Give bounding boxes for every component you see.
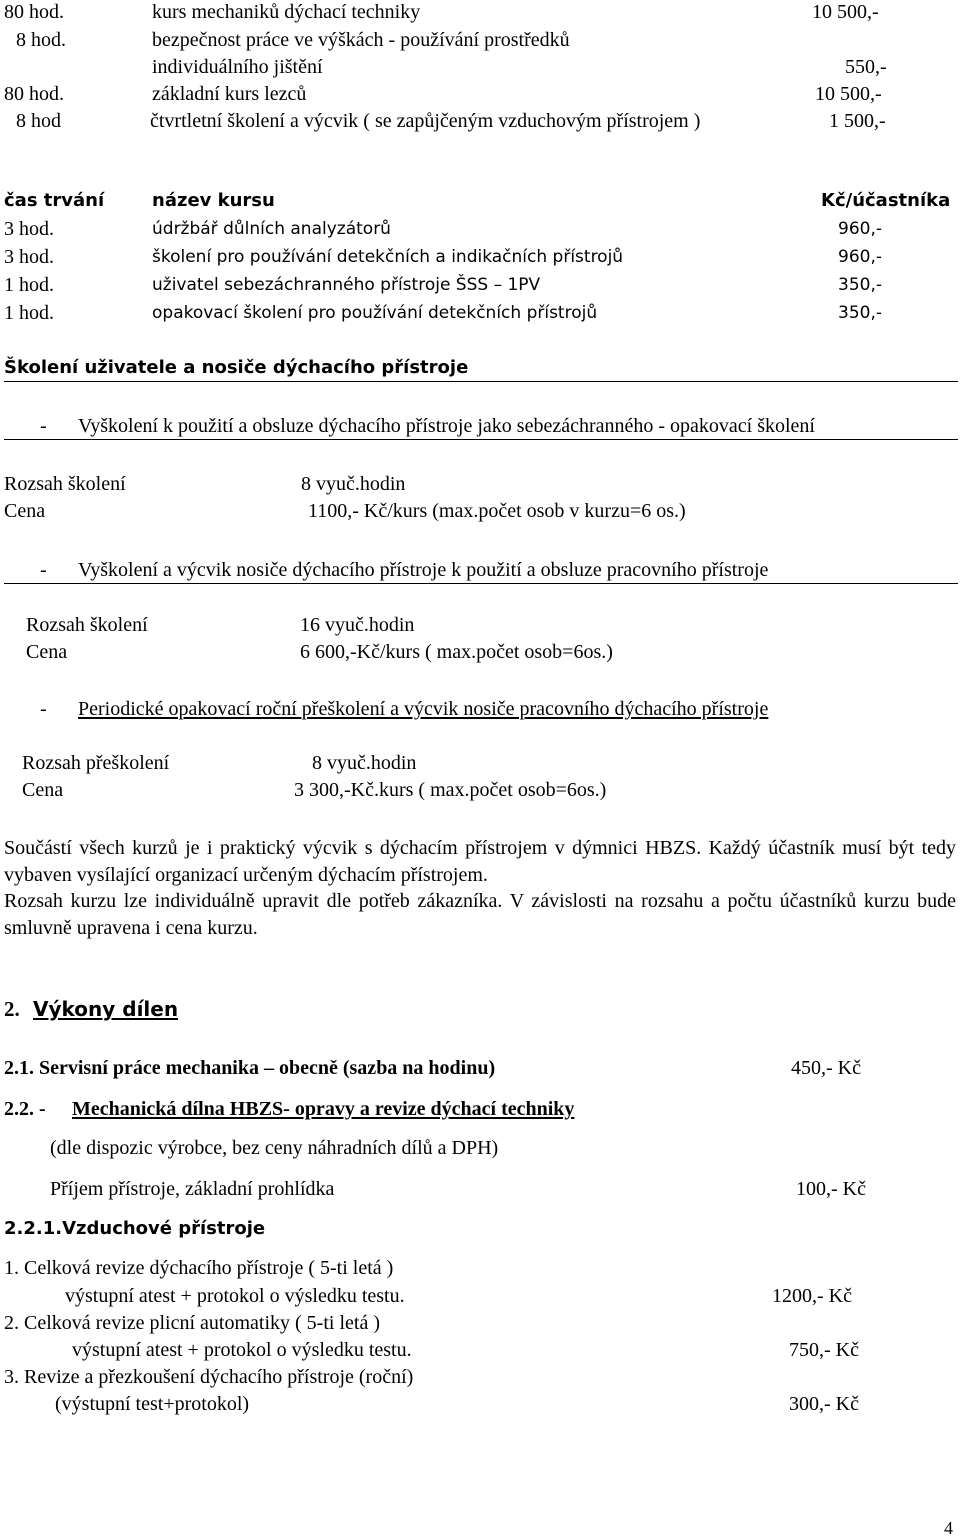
info-paragraph: Rozsah kurzu lze individuálně upravit dle potřeb zákazníka. V závislosti na rozsahu a počtu účastníků kurzu bude smluvně upravena i cena kurzu. bbox=[4, 890, 956, 939]
training-label: Cena bbox=[4, 500, 46, 522]
table-header-name: název kursu bbox=[152, 190, 275, 211]
training-label: Rozsah školení bbox=[4, 473, 126, 495]
table-row-price: 960,- bbox=[838, 219, 882, 239]
course-price: 550,- bbox=[845, 56, 887, 78]
table-row-time: 1 hod. bbox=[4, 302, 54, 324]
training-label: Rozsah školení bbox=[26, 614, 148, 636]
section2-title: Výkony dílen bbox=[33, 997, 179, 1021]
revision-item-detail: (výstupní test+protokol) bbox=[55, 1393, 250, 1415]
s22-receipt-price: 100,- Kč bbox=[796, 1178, 866, 1200]
course-name: kurs mechaniků dýchací techniky bbox=[152, 1, 421, 23]
revision-price: 1200,- Kč bbox=[772, 1285, 852, 1307]
info-paragraph: Součástí všech kurzů je i praktický výcvik s dýchacím přístrojem v dýmnici HBZS. Každý účastník musí být tedy vybaven vysílající organizací určeným dýchacím přístrojem. bbox=[4, 837, 956, 886]
table-row-name: uživatel sebezáchranného přístroje ŠSS – 1PV bbox=[152, 275, 541, 295]
item-underline bbox=[4, 439, 958, 440]
training-item-text: Vyškolení k použití a obsluze dýchacího přístroje jako sebezáchranného - opakovací školení bbox=[78, 415, 815, 437]
section2-number: 2. bbox=[4, 997, 20, 1021]
training-value: 16 vyuč.hodin bbox=[300, 614, 415, 636]
page-number: 4 bbox=[944, 1518, 953, 1538]
training-label: Rozsah přeškolení bbox=[22, 752, 170, 774]
training-item-text: Vyškolení a výcvik nosiče dýchacího přístroje k použití a obsluze pracovního přístroje bbox=[78, 559, 769, 581]
table-row-time: 3 hod. bbox=[4, 246, 54, 268]
list-dash: - bbox=[40, 698, 47, 720]
s22-receipt-text: Příjem přístroje, základní prohlídka bbox=[50, 1178, 335, 1200]
table-row-price: 960,- bbox=[838, 247, 882, 267]
list-dash: - bbox=[40, 559, 47, 581]
course-price: 1 500,- bbox=[829, 110, 886, 132]
table-row-price: 350,- bbox=[838, 275, 882, 295]
course-name-continued: individuálního jištění bbox=[152, 56, 323, 78]
training-label: Cena bbox=[26, 641, 68, 663]
course-time: 8 hod. bbox=[16, 29, 66, 51]
training-value: 1100,- Kč/kurs (max.počet osob v kurzu=6 os.) bbox=[308, 500, 686, 522]
s221-title: 2.2.1.Vzduchové přístroje bbox=[4, 1218, 266, 1239]
course-time: 80 hod. bbox=[4, 83, 64, 105]
s21-text: 2.1. Servisní práce mechanika – obecně (sazba na hodinu) bbox=[4, 1057, 496, 1079]
table-row-time: 3 hod. bbox=[4, 218, 54, 240]
training-item-text: Periodické opakovací roční přeškolení a výcvik nosiče pracovního dýchacího přístroje bbox=[78, 698, 769, 720]
s21-price: 450,- Kč bbox=[791, 1057, 861, 1079]
training-label: Cena bbox=[22, 779, 64, 801]
course-name: čtvrtletní školení a výcvik ( se zapůjčeným vzduchovým přístrojem ) bbox=[150, 110, 701, 132]
table-row-name: opakovací školení pro používání detekčních přístrojů bbox=[152, 303, 598, 323]
table-row-name: školení pro používání detekčních a indikačních přístrojů bbox=[152, 247, 624, 267]
training-value: 8 vyuč.hodin bbox=[301, 473, 406, 495]
revision-price: 750,- Kč bbox=[789, 1339, 859, 1361]
training-value: 8 vyuč.hodin bbox=[312, 752, 417, 774]
item-underline bbox=[4, 583, 958, 584]
revision-item: 1. Celková revize dýchacího přístroje ( 5-ti letá ) bbox=[4, 1257, 394, 1279]
course-name: základní kurs lezců bbox=[152, 83, 307, 105]
table-row-name: údržbář důlních analyzátorů bbox=[152, 219, 391, 239]
revision-price: 300,- Kč bbox=[789, 1393, 859, 1415]
s22-note: (dle dispozic výrobce, bez ceny náhradních dílů a DPH) bbox=[50, 1137, 499, 1159]
course-time: 80 hod. bbox=[4, 1, 64, 23]
training-value: 3 300,-Kč.kurs ( max.počet osob=6os.) bbox=[294, 779, 607, 801]
s22-title: Mechanická dílna HBZS- opravy a revize dýchací techniky bbox=[72, 1098, 575, 1120]
section-divider bbox=[4, 381, 958, 382]
s22-prefix: 2.2. - bbox=[4, 1098, 46, 1120]
course-time: 8 hod bbox=[16, 110, 61, 132]
table-header-time: čas trvání bbox=[4, 190, 105, 211]
training-value: 6 600,-Kč/kurs ( max.počet osob=6os.) bbox=[300, 641, 613, 663]
table-row-time: 1 hod. bbox=[4, 274, 54, 296]
revision-item-detail: výstupní atest + protokol o výsledku testu. bbox=[65, 1285, 405, 1307]
revision-item-detail: výstupní atest + protokol o výsledku testu. bbox=[72, 1339, 412, 1361]
course-price: 10 500,- bbox=[812, 1, 879, 23]
revision-item: 3. Revize a přezkoušení dýchacího přístroje (roční) bbox=[4, 1366, 414, 1388]
table-row-price: 350,- bbox=[838, 303, 882, 323]
table-header-price: Kč/účastníka bbox=[821, 190, 951, 211]
revision-item: 2. Celková revize plicní automatiky ( 5-ti letá ) bbox=[4, 1312, 380, 1334]
course-name: bezpečnost práce ve výškách - používání prostředků bbox=[152, 29, 570, 51]
course-price: 10 500,- bbox=[815, 83, 882, 105]
list-dash: - bbox=[40, 415, 47, 437]
section-title: Školení uživatele a nosiče dýchacího přístroje bbox=[4, 357, 469, 378]
